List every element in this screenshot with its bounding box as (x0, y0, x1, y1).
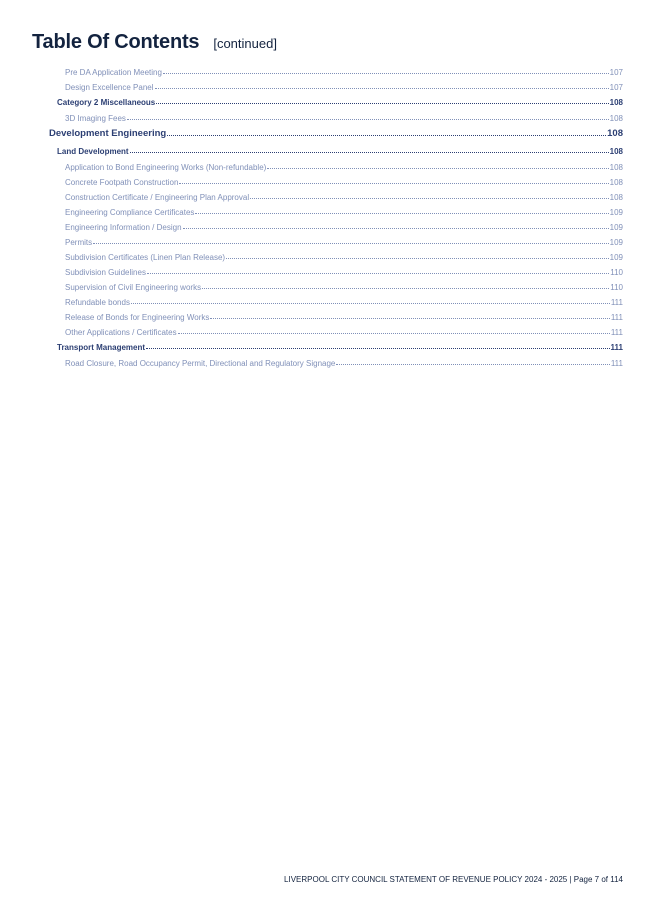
toc-entry-label: Release of Bonds for Engineering Works (65, 313, 210, 322)
toc-entry[interactable] (65, 223, 623, 232)
toc-entry-page: 109 (609, 238, 623, 247)
toc-entry[interactable] (65, 359, 623, 368)
toc-entry-label: Land Development (57, 147, 129, 156)
toc-entry-label: Subdivision Guidelines (65, 268, 146, 277)
toc-entry-label: Application to Bond Engineering Works (Non-refundable) (65, 163, 267, 172)
toc-dot-leader (130, 152, 609, 153)
page-header (32, 31, 277, 54)
toc-dot-leader (146, 348, 610, 349)
toc-entry-page: 108 (609, 147, 623, 156)
toc-entry-label: Supervision of Civil Engineering works (65, 283, 202, 292)
toc-entry-page: 111 (610, 298, 623, 307)
toc-entry[interactable] (65, 253, 623, 262)
toc-dot-leader (163, 73, 609, 74)
toc-entry-page: 111 (610, 328, 623, 337)
toc-entry-label: Engineering Compliance Certificates (65, 208, 195, 217)
toc-entry-label: Transport Management (57, 343, 146, 352)
toc-dot-leader (179, 183, 608, 184)
toc-entry-label: Road Closure, Road Occupancy Permit, Directional and Regulatory Signage (65, 359, 336, 368)
toc-entry-page: 111 (610, 359, 623, 368)
toc-dot-leader (131, 303, 610, 304)
toc-entry-label: Other Applications / Certificates (65, 328, 177, 337)
toc-entry-page: 108 (609, 114, 623, 123)
toc-entry[interactable] (57, 343, 623, 352)
toc-dot-leader (226, 258, 609, 259)
toc-entry-label: Permits (65, 238, 93, 247)
toc-entry[interactable] (65, 193, 623, 202)
toc-entry-page: 107 (609, 83, 623, 92)
toc-entry-page: 107 (609, 68, 623, 77)
toc-dot-leader (167, 135, 606, 136)
toc-entry[interactable] (65, 83, 623, 92)
toc-entry-label: 3D Imaging Fees (65, 114, 126, 123)
toc-entry[interactable] (65, 163, 623, 172)
toc-dot-leader (202, 288, 609, 289)
toc-entry-label: Development Engineering (49, 128, 167, 139)
toc-entry-label: Pre DA Application Meeting (65, 68, 162, 77)
toc-entry-label: Concrete Footpath Construction (65, 178, 179, 187)
toc-entry-page: 109 (609, 208, 623, 217)
toc-entry[interactable] (49, 128, 623, 139)
toc-entry[interactable] (65, 328, 623, 337)
toc-entry[interactable] (65, 68, 623, 77)
toc-entry-label: Refundable bonds (65, 298, 130, 307)
toc-entry-page: 108 (609, 163, 623, 172)
toc-entry-page: 108 (607, 128, 623, 139)
toc-entry-page: 109 (609, 253, 623, 262)
toc-entry[interactable] (57, 98, 623, 107)
toc-dot-leader (267, 168, 608, 169)
toc-entry-page: 110 (610, 283, 623, 292)
toc-entry-page: 110 (610, 268, 623, 277)
toc-entry[interactable] (65, 283, 623, 292)
toc-entry-page: 108 (609, 193, 623, 202)
toc-dot-leader (336, 364, 609, 365)
toc-entry[interactable] (65, 268, 623, 277)
toc-dot-leader (178, 333, 610, 334)
toc-entry[interactable] (65, 313, 623, 322)
toc-entry[interactable] (65, 298, 623, 307)
toc-entry[interactable] (57, 147, 623, 156)
toc-entry-page: 109 (609, 223, 623, 232)
toc-entry-label: Engineering Information / Design (65, 223, 182, 232)
toc-dot-leader (155, 88, 609, 89)
toc-entry-page: 108 (609, 178, 623, 187)
toc-entry-page: 108 (609, 98, 623, 107)
toc-entry[interactable] (65, 208, 623, 217)
toc-dot-leader (147, 273, 609, 274)
toc-dot-leader (210, 318, 609, 319)
toc-entry[interactable] (65, 178, 623, 187)
toc-dot-leader (183, 228, 609, 229)
toc-entry-label: Subdivision Certificates (Linen Plan Release) (65, 253, 226, 262)
toc-dot-leader (93, 243, 609, 244)
page-subtitle: [continued] (213, 36, 277, 51)
toc-entry-label: Category 2 Miscellaneous (57, 98, 156, 107)
toc-entry-page: 111 (610, 313, 623, 322)
toc-dot-leader (127, 119, 609, 120)
toc-entry[interactable] (65, 238, 623, 247)
toc-entry[interactable] (65, 114, 623, 123)
toc-dot-leader (195, 213, 608, 214)
toc-entry-label: Design Excellence Panel (65, 83, 154, 92)
page-footer: LIVERPOOL CITY COUNCIL STATEMENT OF REVENUE POLICY 2024 - 2025 | Page 7 of 114 (284, 875, 623, 884)
toc-dot-leader (250, 198, 609, 199)
toc-entry-page: 111 (610, 343, 623, 352)
toc-entry-label: Construction Certificate / Engineering Plan Approval (65, 193, 250, 202)
toc-dot-leader (156, 103, 608, 104)
page-title: Table Of Contents (32, 31, 200, 53)
